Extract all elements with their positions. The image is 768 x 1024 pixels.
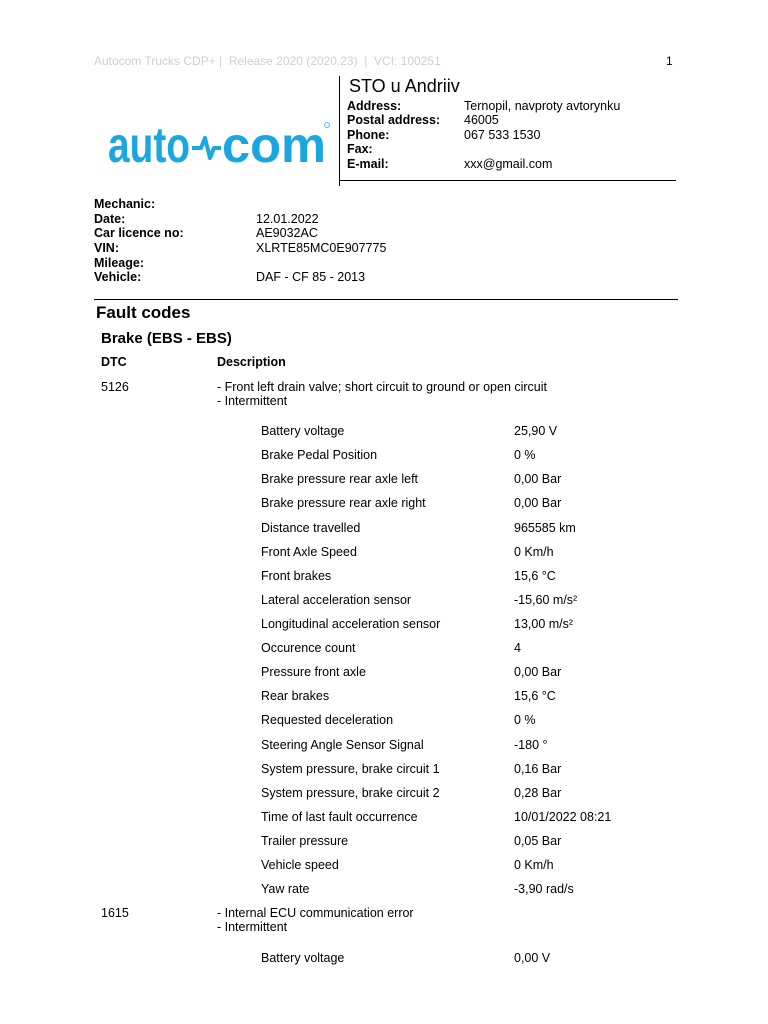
param-name: Brake pressure rear axle left xyxy=(261,472,419,486)
param-name: System pressure, brake circuit 1 xyxy=(261,762,440,776)
address-label: Address: xyxy=(347,99,402,113)
info-value: 12.01.2022 xyxy=(256,212,319,226)
autocom-logo xyxy=(108,118,330,170)
info-value: AE9032AC xyxy=(256,226,318,240)
info-label: Vehicle: xyxy=(94,270,142,284)
shop-name: STO u Andriiv xyxy=(349,76,460,96)
param-name: Time of last fault occurrence xyxy=(261,810,418,824)
param-value: 0,00 Bar xyxy=(514,472,562,486)
dtc-code: 5126 xyxy=(101,380,129,394)
info-label: VIN: xyxy=(94,241,119,255)
dtc-column-header: DTC xyxy=(101,355,127,369)
param-value: -180 ° xyxy=(514,738,548,752)
param-value: -3,90 rad/s xyxy=(514,882,574,896)
param-value: 0 Km/h xyxy=(514,545,554,559)
dtc-description xyxy=(217,906,414,934)
dtc-description-line: - Front left drain valve; short circuit to ground or open circuit xyxy=(217,380,548,394)
svg-text:com: com xyxy=(222,118,326,170)
dtc-description-line: - Internal ECU communication error xyxy=(217,906,414,920)
param-value: -15,60 m/s² xyxy=(514,593,578,607)
param-name: Longitudinal acceleration sensor xyxy=(261,617,441,631)
postal-value: 46005 xyxy=(464,113,499,127)
param-value: 0,00 V xyxy=(514,951,551,965)
page-number: 1 xyxy=(666,54,673,68)
fault-codes-title: Fault codes xyxy=(96,303,191,322)
param-value: 0,16 Bar xyxy=(514,762,562,776)
param-name: Battery voltage xyxy=(261,951,345,965)
dtc-status-line: - Intermittent xyxy=(217,920,288,934)
param-name: System pressure, brake circuit 2 xyxy=(261,786,440,800)
param-name: Pressure front axle xyxy=(261,665,366,679)
phone-value: 067 533 1530 xyxy=(464,128,541,142)
description-column-header: Description xyxy=(217,355,286,369)
param-name: Steering Angle Sensor Signal xyxy=(261,738,424,752)
info-value: XLRTE85MC0E907775 xyxy=(256,241,387,255)
info-label: Mileage: xyxy=(94,256,145,270)
param-value: 15,6 °C xyxy=(514,569,556,583)
ecu-group-title: Brake (EBS - EBS) xyxy=(101,330,232,347)
param-value: 0,28 Bar xyxy=(514,786,562,800)
param-name: Brake Pedal Position xyxy=(261,448,378,462)
postal-label: Postal address: xyxy=(347,113,441,127)
param-name: Requested deceleration xyxy=(261,713,394,727)
param-name: Yaw rate xyxy=(261,882,310,896)
param-name: Distance travelled xyxy=(261,521,361,535)
header-divider-horizontal xyxy=(339,180,676,181)
dtc-code: 1615 xyxy=(101,906,129,920)
param-value: 0 % xyxy=(514,448,536,462)
info-label: Mechanic: xyxy=(94,197,156,211)
email-value: xxx@gmail.com xyxy=(464,157,553,171)
dtc-description xyxy=(217,380,547,408)
info-value: DAF - CF 85 - 2013 xyxy=(256,270,366,284)
param-value: 0,05 Bar xyxy=(514,834,562,848)
phone-label: Phone: xyxy=(347,128,390,142)
param-name: Brake pressure rear axle right xyxy=(261,496,426,510)
param-value: 0,00 Bar xyxy=(514,496,562,510)
header-divider-vertical xyxy=(339,76,340,186)
param-name: Lateral acceleration sensor xyxy=(261,593,412,607)
param-name: Vehicle speed xyxy=(261,858,339,872)
param-name: Rear brakes xyxy=(261,689,330,703)
param-value: 15,6 °C xyxy=(514,689,556,703)
param-value: 0,00 Bar xyxy=(514,665,562,679)
address-value: Ternopil, navproty avtorynku xyxy=(464,99,621,113)
fax-label: Fax: xyxy=(347,142,373,156)
param-name: Front brakes xyxy=(261,569,332,583)
param-name: Battery voltage xyxy=(261,424,345,438)
param-value: 4 xyxy=(514,641,521,655)
section-divider xyxy=(94,299,678,300)
dtc-status-line: - Intermittent xyxy=(217,394,288,408)
info-label: Date: xyxy=(94,212,126,226)
param-value: 0 % xyxy=(514,713,536,727)
param-name: Occurence count xyxy=(261,641,356,655)
info-label: Car licence no: xyxy=(94,226,184,240)
param-name: Front Axle Speed xyxy=(261,545,357,559)
param-value: 965585 km xyxy=(514,521,576,535)
param-name: Trailer pressure xyxy=(261,834,349,848)
param-value: 0 Km/h xyxy=(514,858,554,872)
svg-text:auto: auto xyxy=(108,118,190,170)
email-label: E-mail: xyxy=(347,157,389,171)
param-value: 13,00 m/s² xyxy=(514,617,574,631)
report-header-meta: Autocom Trucks CDP+ | Release 2020 (2020.23) | VCI: 100251 xyxy=(94,54,441,68)
param-value: 25,90 V xyxy=(514,424,558,438)
param-value: 10/01/2022 08:21 xyxy=(514,810,612,824)
